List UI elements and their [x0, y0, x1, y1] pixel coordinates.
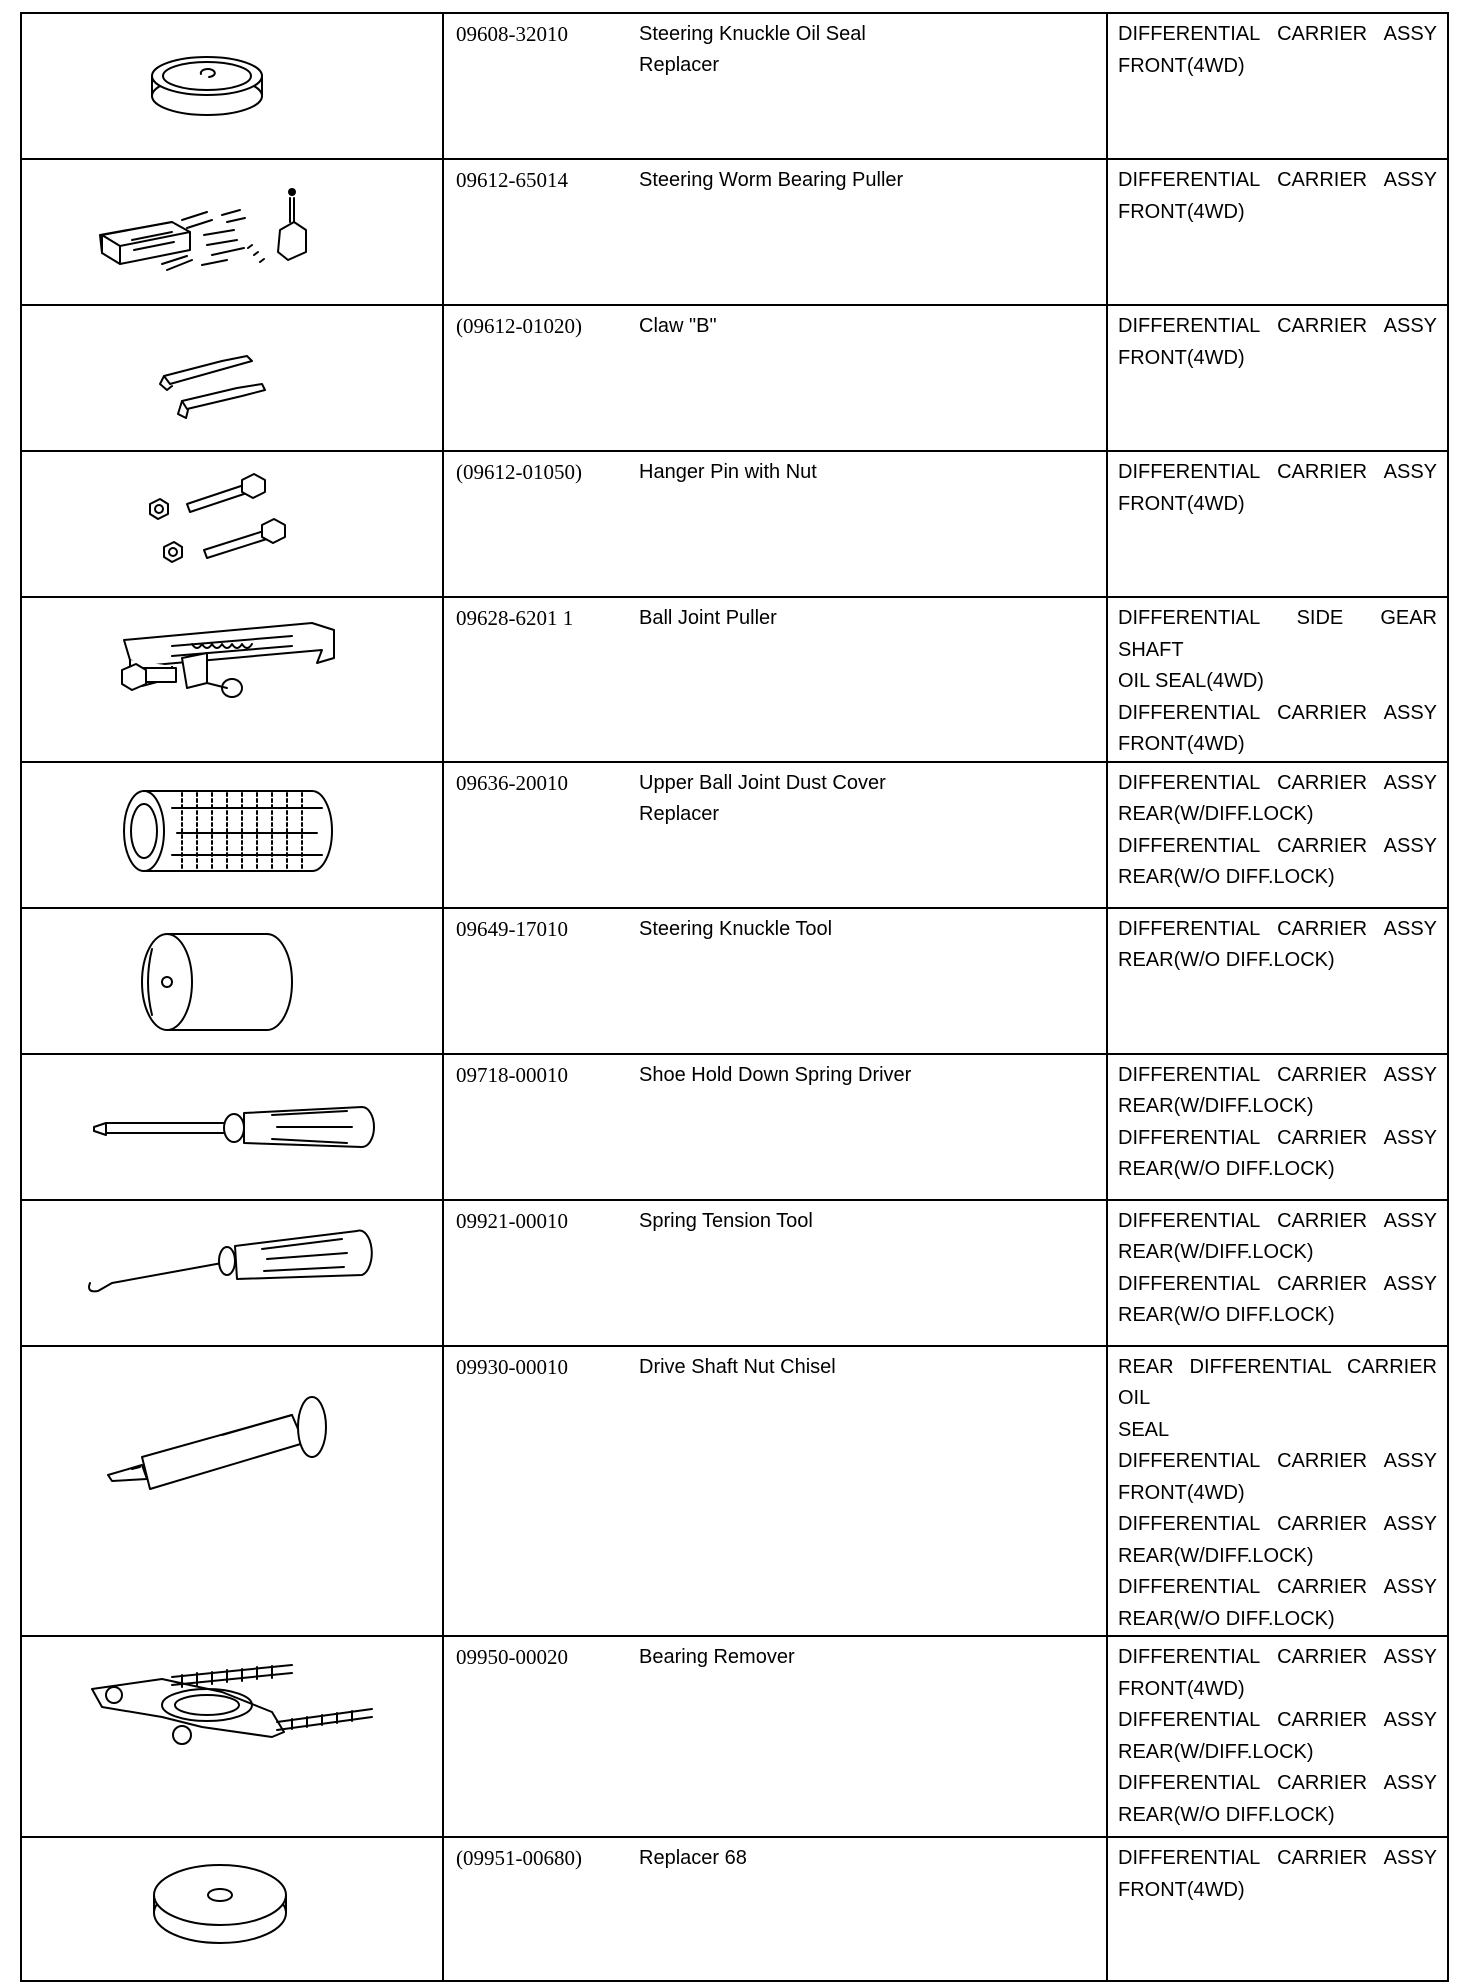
usage-line: REAR(W/DIFF.LOCK) [1118, 803, 1314, 825]
ball-joint-puller-icon [22, 598, 442, 737]
tool-illustration-cell [21, 1054, 443, 1200]
usage-line: REAR(W/O DIFF.LOCK) [1118, 1803, 1335, 1826]
part-number: (09612-01020) [443, 305, 639, 451]
bearing-remover-icon [22, 1637, 442, 1831]
usage-line: REAR(W/O DIFF.LOCK) [1118, 1607, 1335, 1630]
tool-illustration-cell [21, 908, 443, 1054]
usage-line: REAR(W/DIFF.LOCK) [1118, 1241, 1314, 1263]
spring-tension-tool-icon [22, 1201, 442, 1340]
usage-line: DIFFERENTIAL CARRIER ASSY [1118, 1576, 1437, 1598]
usage-line: DIFFERENTIAL CARRIER ASSY [1118, 1450, 1437, 1472]
tool-name [639, 1346, 1107, 1637]
tool-row [21, 13, 1448, 159]
tool-name [639, 1054, 1107, 1200]
tool-row [21, 908, 1448, 1054]
usage-line: FRONT(4WD) [1118, 1878, 1245, 1901]
tool-illustration-cell [21, 1346, 443, 1637]
tool-illustration-cell [21, 451, 443, 597]
tool-name [639, 1837, 1107, 1981]
tool-name [639, 597, 1107, 762]
usage-line: DIFFERENTIAL CARRIER ASSY [1118, 1513, 1437, 1535]
tool-row [21, 762, 1448, 908]
tool-name-line: Steering Worm Bearing Puller [639, 169, 904, 191]
usage-line: DIFFERENTIAL CARRIER ASSY [1118, 1709, 1437, 1731]
tool-illustration-cell [21, 13, 443, 159]
tool-name-line: Replacer [639, 54, 720, 76]
usage-line: DIFFERENTIAL CARRIER ASSY [1118, 461, 1437, 483]
tool-row [21, 451, 1448, 597]
usage-line: REAR(W/O DIFF.LOCK) [1118, 866, 1335, 888]
usage-line: DIFFERENTIAL CARRIER ASSY [1118, 1063, 1437, 1086]
usage-line: DIFFERENTIAL CARRIER ASSY [1118, 23, 1437, 45]
tool-row [21, 1636, 1448, 1837]
tool-illustration-cell [21, 159, 443, 305]
usage-line: DIFFERENTIAL CARRIER ASSY [1118, 771, 1437, 794]
tool-row [21, 159, 1448, 305]
usage-line: DIFFERENTIAL CARRIER ASSY [1118, 1772, 1437, 1794]
usage-line: OIL SEAL(4WD) [1118, 670, 1264, 692]
usage-line: DIFFERENTIAL CARRIER ASSY [1118, 701, 1437, 724]
usage-line: FRONT(4WD) [1118, 54, 1245, 77]
part-number: (09951-00680) [443, 1837, 639, 1981]
part-number: 09628-6201 1 [443, 597, 639, 762]
part-number: 09612-65014 [443, 159, 639, 305]
usage-line: REAR(W/DIFF.LOCK) [1118, 1095, 1314, 1117]
usage-cell [1107, 1200, 1448, 1346]
tool-name-line: Spring Tension Tool [639, 1209, 813, 1232]
usage-line: DIFFERENTIAL CARRIER ASSY [1118, 917, 1437, 940]
part-number: 09608-32010 [443, 13, 639, 159]
usage-line: FRONT(4WD) [1118, 200, 1245, 223]
usage-cell [1107, 159, 1448, 305]
part-number: 09930-00010 [443, 1346, 639, 1637]
claw-icon [22, 306, 442, 445]
usage-cell [1107, 1636, 1448, 1837]
usage-line: REAR(W/DIFF.LOCK) [1118, 1544, 1314, 1567]
tool-row [21, 1346, 1448, 1637]
tool-illustration-cell [21, 1200, 443, 1346]
tool-name [639, 908, 1107, 1054]
part-number: 09718-00010 [443, 1054, 639, 1200]
replacer-disc-icon [22, 1838, 442, 1975]
tool-illustration-cell [21, 762, 443, 908]
usage-line: DIFFERENTIAL CARRIER ASSY [1118, 1847, 1437, 1869]
usage-cell [1107, 1054, 1448, 1200]
tool-name-line: Upper Ball Joint Dust Cover [639, 771, 886, 794]
tool-name-line: Hanger Pin with Nut [639, 461, 817, 483]
usage-line: REAR(W/O DIFF.LOCK) [1118, 1158, 1335, 1180]
tool-row [21, 597, 1448, 762]
usage-cell [1107, 1837, 1448, 1981]
usage-line: FRONT(4WD) [1118, 1481, 1245, 1504]
tool-name [639, 13, 1107, 159]
tool-name [639, 159, 1107, 305]
usage-cell [1107, 305, 1448, 451]
tool-name-line: Replacer 68 [639, 1847, 747, 1869]
tool-name-line: Bearing Remover [639, 1646, 795, 1668]
usage-line: DIFFERENTIAL SIDE GEAR SHAFT [1118, 607, 1437, 661]
spring-driver-icon [22, 1055, 442, 1194]
tool-name [639, 762, 1107, 908]
part-number: 09649-17010 [443, 908, 639, 1054]
usage-line: DIFFERENTIAL CARRIER ASSY [1118, 1646, 1437, 1668]
tool-illustration-cell [21, 305, 443, 451]
usage-cell [1107, 908, 1448, 1054]
usage-line: FRONT(4WD) [1118, 492, 1245, 515]
usage-line: FRONT(4WD) [1118, 1677, 1245, 1700]
usage-line: REAR DIFFERENTIAL CARRIER OIL [1118, 1355, 1437, 1409]
knuckle-tool-icon [22, 909, 442, 1048]
oil-seal-replacer-icon [22, 14, 442, 153]
tool-illustration-cell [21, 1837, 443, 1981]
bearing-puller-kit-icon [22, 160, 442, 299]
usage-cell [1107, 762, 1448, 908]
tool-name [639, 451, 1107, 597]
usage-line: DIFFERENTIAL CARRIER ASSY [1118, 169, 1437, 191]
tool-name-line: Ball Joint Puller [639, 607, 777, 629]
tool-name-line: Shoe Hold Down Spring Driver [639, 1063, 912, 1086]
tool-row [21, 1837, 1448, 1981]
usage-line: REAR(W/O DIFF.LOCK) [1118, 949, 1335, 971]
usage-line: FRONT(4WD) [1118, 346, 1245, 369]
usage-cell [1107, 451, 1448, 597]
usage-cell [1107, 597, 1448, 762]
usage-line: SEAL [1118, 1418, 1170, 1441]
usage-cell [1107, 1346, 1448, 1637]
part-number: (09612-01050) [443, 451, 639, 597]
tool-name-line: Steering Knuckle Oil Seal [639, 23, 866, 45]
part-number: 09950-00020 [443, 1636, 639, 1837]
usage-line: DIFFERENTIAL CARRIER ASSY [1118, 1126, 1437, 1149]
usage-line: REAR(W/O DIFF.LOCK) [1118, 1304, 1335, 1326]
tool-name [639, 305, 1107, 451]
dust-cover-replacer-icon [22, 763, 442, 902]
tool-row [21, 1054, 1448, 1200]
tool-name-line: Steering Knuckle Tool [639, 917, 833, 940]
usage-cell [1107, 13, 1448, 159]
tool-illustration-cell [21, 597, 443, 762]
chisel-icon [22, 1347, 442, 1605]
usage-line: DIFFERENTIAL CARRIER ASSY [1118, 315, 1437, 337]
tool-illustration-cell [21, 1636, 443, 1837]
tool-name-line: Claw "B" [639, 315, 717, 337]
tool-name-line: Replacer [639, 802, 720, 825]
tool-row [21, 1200, 1448, 1346]
usage-line: FRONT(4WD) [1118, 733, 1245, 755]
part-number: 09636-20010 [443, 762, 639, 908]
tool-name [639, 1200, 1107, 1346]
part-number: 09921-00010 [443, 1200, 639, 1346]
usage-line: DIFFERENTIAL CARRIER ASSY [1118, 834, 1437, 857]
tool-name-line: Drive Shaft Nut Chisel [639, 1355, 836, 1378]
usage-line: DIFFERENTIAL CARRIER ASSY [1118, 1209, 1437, 1232]
tool-row [21, 305, 1448, 451]
hanger-pin-icon [22, 452, 442, 591]
usage-line: REAR(W/DIFF.LOCK) [1118, 1740, 1314, 1763]
usage-line: DIFFERENTIAL CARRIER ASSY [1118, 1272, 1437, 1295]
tool-name [639, 1636, 1107, 1837]
special-service-tools-table [20, 12, 1449, 1982]
